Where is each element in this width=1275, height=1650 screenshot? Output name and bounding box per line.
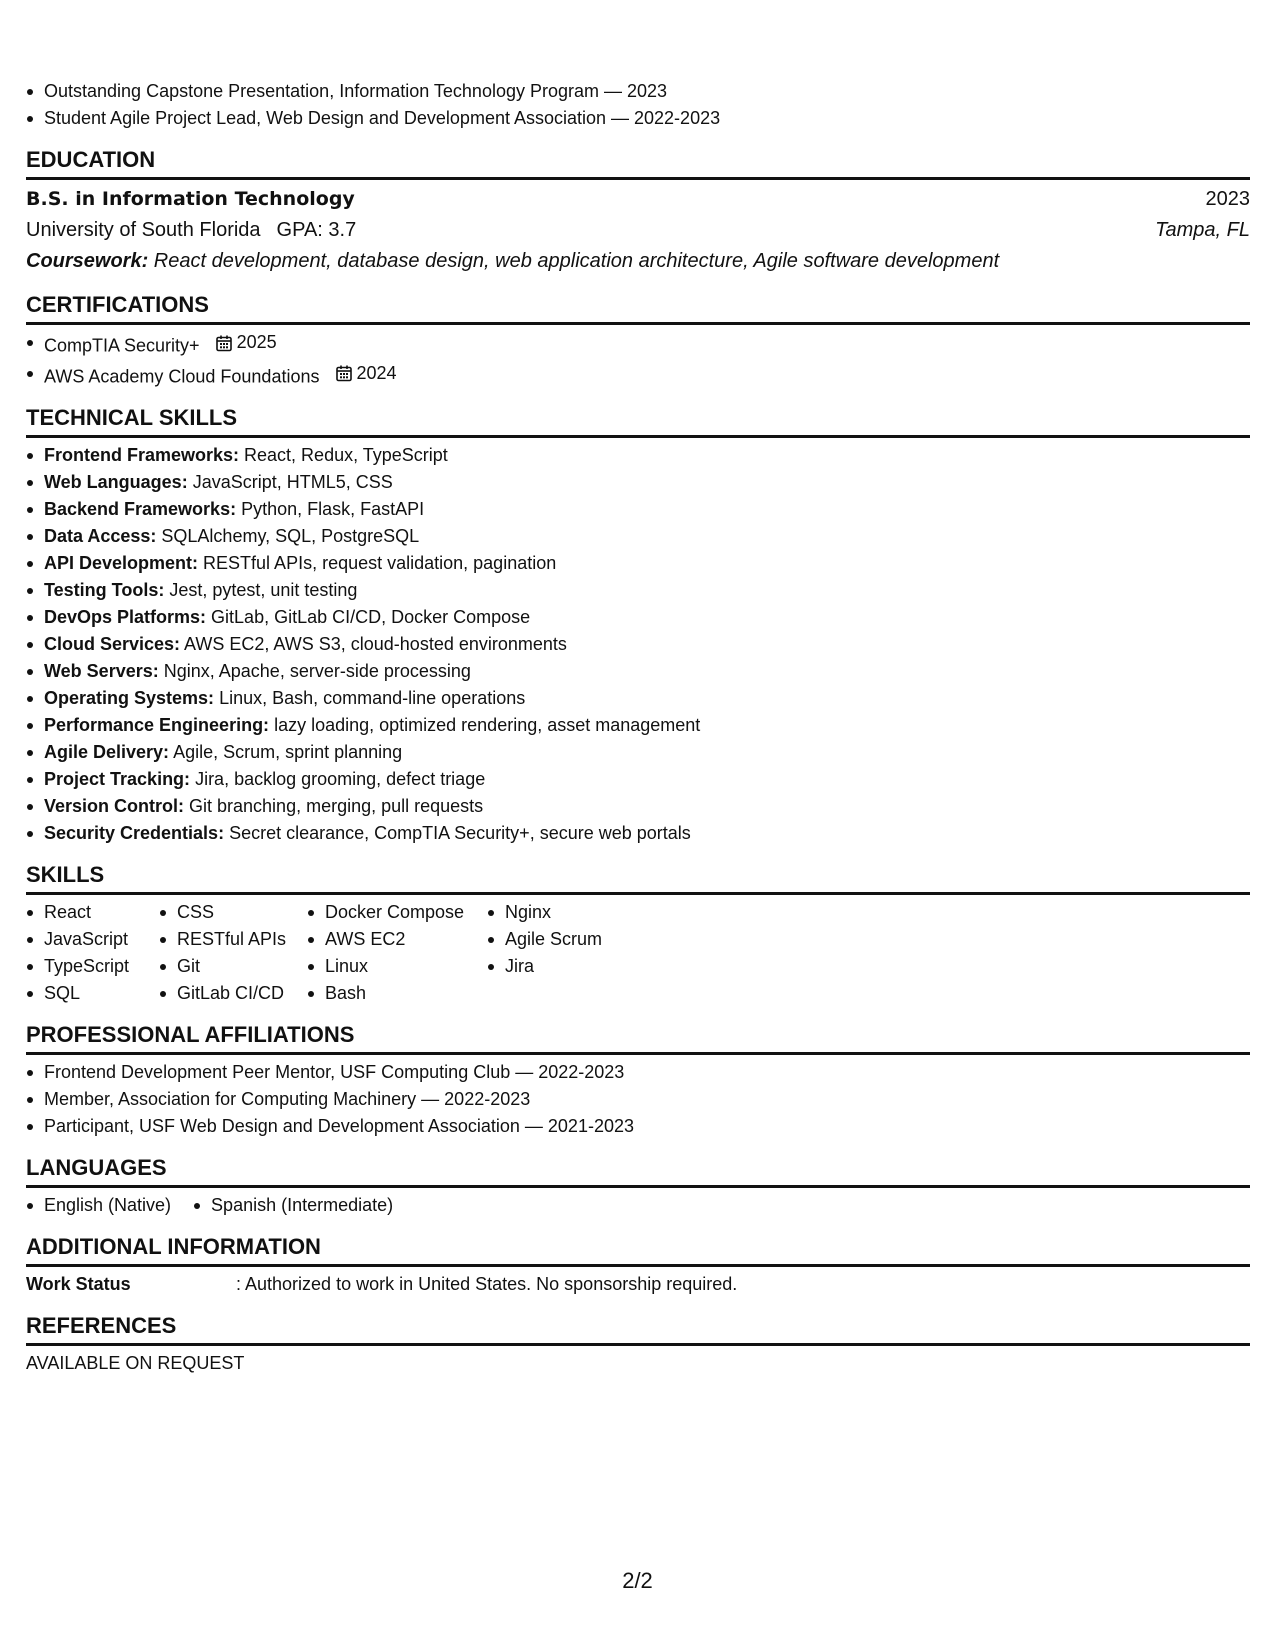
skill-values: JavaScript, HTML5, CSS (187, 472, 393, 492)
skill-item: Jira (487, 953, 602, 980)
skills-column (487, 899, 602, 1007)
skill-values: AWS EC2, AWS S3, cloud-hosted environments (180, 634, 567, 654)
technical-skill-item (26, 712, 1250, 739)
skill-category: Agile Delivery: (44, 742, 170, 762)
technical-skill-item (26, 550, 1250, 577)
certifications-list (26, 329, 1250, 390)
skill-category: Cloud Services: (44, 634, 181, 654)
certification-year: 2024 (356, 362, 397, 383)
skills-column (307, 899, 465, 1007)
skill-item: Agile Scrum (487, 926, 602, 953)
school-location: Tampa, FL (1155, 219, 1250, 241)
certification-item (26, 360, 1250, 391)
skill-category: Web Servers: (44, 661, 159, 681)
school-name: University of South Florida (26, 219, 261, 241)
awards-list (26, 78, 1250, 132)
technical-skill-item (26, 739, 1250, 766)
work-status-value: : Authorized to work in United States. No sponsorship required. (236, 1274, 738, 1294)
technical-skills-list (26, 442, 1250, 847)
skill-item: Nginx (487, 899, 602, 926)
languages-list (26, 1192, 1250, 1219)
additional-info-section (26, 1233, 1250, 1298)
skill-item: RESTful APIs (159, 926, 272, 953)
skill-values: SQLAlchemy, SQL, PostgreSQL (156, 526, 420, 546)
skill-category: Data Access: (44, 526, 157, 546)
references-text: AVAILABLE ON REQUEST (26, 1353, 245, 1373)
skills-column (26, 899, 134, 1007)
skills-heading: SKILLS (26, 861, 1250, 895)
technical-skill-item (26, 523, 1250, 550)
skill-item: TypeScript (26, 953, 134, 980)
languages-heading: LANGUAGES (26, 1154, 1250, 1188)
language-item: Spanish (Intermediate) (193, 1192, 393, 1219)
skill-values: lazy loading, optimized rendering, asset management (269, 715, 701, 735)
calendar-icon (215, 334, 233, 352)
graduation-year: 2023 (1205, 188, 1250, 210)
technical-skill-item (26, 577, 1250, 604)
skill-values: Linux, Bash, command-line operations (214, 688, 526, 708)
technical-skill-item (26, 604, 1250, 631)
skill-values: Jest, pytest, unit testing (164, 580, 358, 600)
skill-values: Agile, Scrum, sprint planning (169, 742, 403, 762)
affiliations-heading: PROFESSIONAL AFFILIATIONS (26, 1021, 1250, 1055)
skill-category: Testing Tools: (44, 580, 165, 600)
technical-skills-section (26, 404, 1250, 847)
skill-category: Operating Systems: (44, 688, 215, 708)
technical-skill-item (26, 766, 1250, 793)
skill-values: Nginx, Apache, server-side processing (158, 661, 471, 681)
school-info (26, 215, 372, 246)
page-number: 2/2 (622, 1568, 653, 1593)
certification-item (26, 329, 1250, 360)
technical-skill-item (26, 631, 1250, 658)
certification-year: 2025 (236, 332, 277, 352)
coursework-label: Coursework: (26, 250, 149, 272)
technical-skills-heading: TECHNICAL SKILLS (26, 404, 1250, 438)
references-heading: REFERENCES (26, 1312, 1250, 1346)
skill-values: GitLab, GitLab CI/CD, Docker Compose (206, 607, 531, 627)
calendar-icon (335, 364, 353, 382)
technical-skill-item (26, 469, 1250, 496)
technical-skill-item (26, 820, 1250, 847)
affiliations-section (26, 1021, 1250, 1140)
skill-values: Jira, backlog grooming, defect triage (190, 769, 486, 789)
skills-column (159, 899, 287, 1007)
degree: B.S. in Information Technology (26, 188, 355, 210)
technical-skill-item (26, 442, 1250, 469)
skill-category: Backend Frameworks: (44, 499, 237, 519)
certification-name: AWS Academy Cloud Foundations (44, 366, 320, 386)
skill-item: Git (159, 953, 272, 980)
education-heading: EDUCATION (26, 146, 1250, 180)
gpa: GPA: 3.7 (276, 219, 357, 241)
skill-item: React (26, 899, 134, 926)
additional-info-heading: ADDITIONAL INFORMATION (26, 1233, 1250, 1267)
skill-values: RESTful APIs, request validation, pagination (198, 553, 557, 573)
education-degree-row (26, 184, 1250, 215)
resume-page (26, 78, 1250, 1377)
skill-category: Project Tracking: (44, 769, 191, 789)
education-school-row (26, 215, 1250, 246)
work-status-row (26, 1271, 1250, 1298)
skill-item: Bash (307, 980, 457, 1007)
affiliation-item: Frontend Development Peer Mentor, USF Computing Club — 2022-2023 (26, 1059, 1250, 1086)
education-section (26, 146, 1250, 277)
affiliation-item: Participant, USF Web Design and Development Association — 2021-2023 (26, 1113, 1250, 1140)
skill-item: AWS EC2 (307, 926, 457, 953)
skills-section (26, 861, 1250, 1007)
skill-category: Performance Engineering: (44, 715, 270, 735)
certifications-heading: CERTIFICATIONS (26, 291, 1250, 325)
references-section (26, 1312, 1250, 1377)
skill-item: JavaScript (26, 926, 134, 953)
certifications-section (26, 291, 1250, 390)
languages-section (26, 1154, 1250, 1219)
technical-skill-item (26, 496, 1250, 523)
skill-category: API Development: (44, 553, 199, 573)
skill-item: Docker Compose (307, 899, 457, 926)
skill-category: Web Languages: (44, 472, 188, 492)
skill-values: Git branching, merging, pull requests (184, 796, 484, 816)
skill-category: DevOps Platforms: (44, 607, 207, 627)
award-item: Student Agile Project Lead, Web Design and Development Association — 2022-2023 (26, 105, 1250, 132)
work-status-label: Work Status (26, 1274, 131, 1294)
affiliation-item: Member, Association for Computing Machinery — 2022-2023 (26, 1086, 1250, 1113)
skill-item: Linux (307, 953, 457, 980)
technical-skill-item (26, 685, 1250, 712)
skills-grid (26, 899, 1250, 1007)
skill-category: Version Control: (44, 796, 185, 816)
skill-category: Frontend Frameworks: (44, 445, 240, 465)
language-item: English (Native) (26, 1192, 171, 1219)
coursework (26, 246, 1250, 277)
certification-date (215, 329, 277, 356)
certification-date (335, 360, 397, 387)
award-item: Outstanding Capstone Presentation, Information Technology Program — 2023 (26, 78, 1250, 105)
certification-name: CompTIA Security+ (44, 335, 200, 356)
skill-values: React, Redux, TypeScript (239, 445, 448, 465)
skill-category: Security Credentials: (44, 823, 225, 843)
skill-values: Python, Flask, FastAPI (236, 499, 425, 519)
skill-item: SQL (26, 980, 134, 1007)
technical-skill-item (26, 658, 1250, 685)
skill-values: Secret clearance, CompTIA Security+, secure web portals (224, 823, 691, 843)
skill-item: GitLab CI/CD (159, 980, 272, 1007)
skill-item: CSS (159, 899, 272, 926)
technical-skill-item (26, 793, 1250, 820)
coursework-text: React development, database design, web application architecture, Agile software development (148, 250, 1000, 272)
affiliations-list (26, 1059, 1250, 1140)
